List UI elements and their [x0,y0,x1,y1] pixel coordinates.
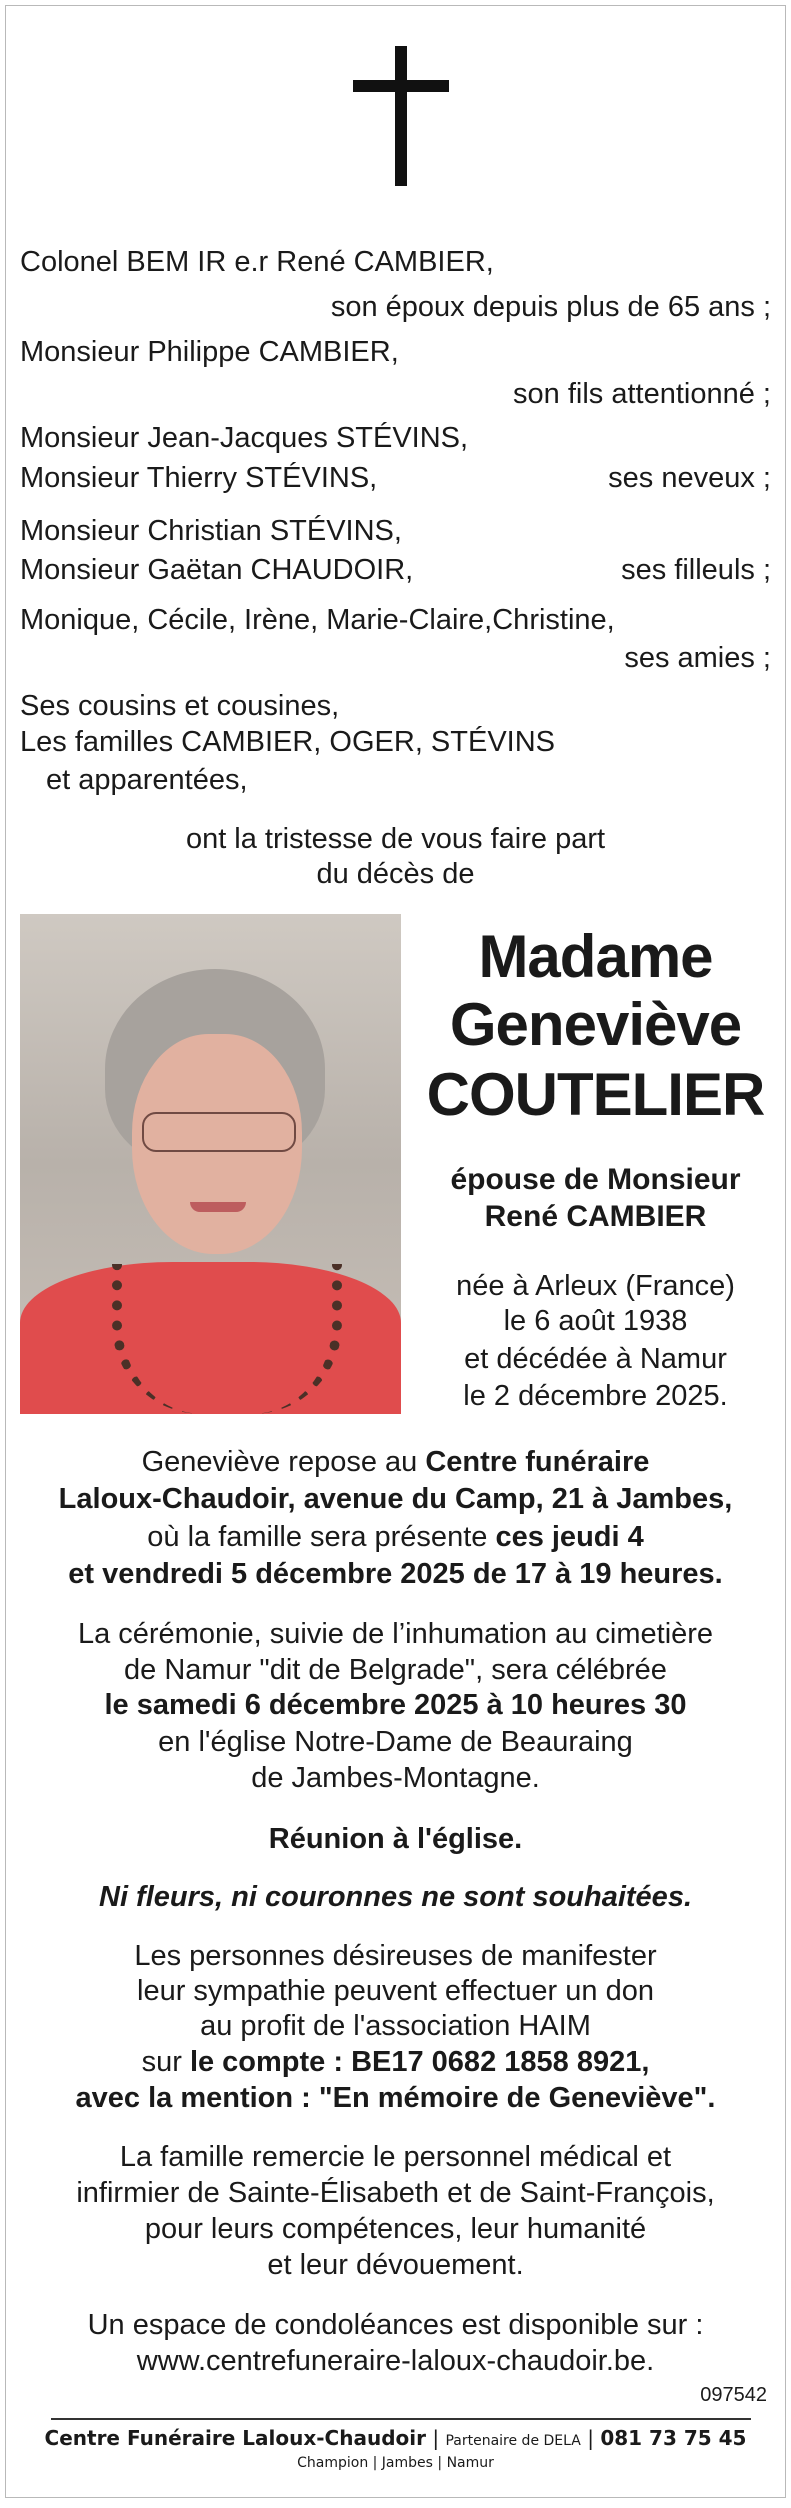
ceremony-line: en l'église Notre-Dame de Beauraing [158,1726,633,1758]
thanks-line: et leur dévouement. [267,2249,524,2281]
deceased-first-name: Geneviève [449,991,742,1058]
birth-line: née à Arleux (France) [456,1270,735,1302]
ceremony-line: de Namur "dit de Belgrade", sera célébrée [124,1654,667,1686]
ceremony-line: le samedi 6 décembre 2025 à 10 heures 30 [104,1689,687,1721]
donation-line: leur sympathie peuvent effectuer un don [137,1975,654,2007]
family-line: Ses cousins et cousines, [20,690,340,722]
footer-divider [51,2418,751,2420]
family-line: Monique, Cécile, Irène, Marie-Claire,Christine, [20,604,615,636]
donation-line: sur le compte : BE17 0682 1858 8921, [141,2046,650,2078]
thanks-line: La famille remercie le personnel médical et [119,2141,672,2173]
donation-line: au profit de l'association HAIM [200,2010,591,2042]
obituary-page [5,5,786,2498]
family-line: Colonel BEM IR e.r René CAMBIER, [20,246,494,278]
reference-number: 097542 [700,2384,767,2406]
thanks-line: infirmier de Sainte-Élisabeth et de Saint-François, [76,2177,715,2209]
footer-towns: Champion | Jambes | Namur [297,2455,494,2471]
family-line: ses filleuls ; [621,554,771,586]
flowers-note: Ni fleurs, ni couronnes ne sont souhaitées. [99,1881,692,1913]
spouse-line: épouse de Monsieur [450,1163,741,1196]
rest-line: où la famille sera présente ces jeudi 4 [147,1521,644,1553]
family-line: Monsieur Philippe CAMBIER, [20,336,399,368]
ceremony-line: de Jambes-Montagne. [251,1762,540,1794]
family-line: son époux depuis plus de 65 ans ; [330,291,771,323]
rest-line: et vendredi 5 décembre 2025 de 17 à 19 heures. [68,1558,723,1590]
spouse-line: René CAMBIER [484,1200,707,1233]
family-line: Monsieur Thierry STÉVINS, [20,462,378,494]
intro-line: du décès de [316,858,475,890]
family-line: Monsieur Christian STÉVINS, [20,515,402,547]
deceased-title: Madame [478,923,713,990]
intro-line: ont la tristesse de vous faire part [185,823,606,855]
cross-icon [353,46,449,186]
portrait-photo [20,914,401,1414]
birth-line: le 2 décembre 2025. [463,1380,728,1412]
deceased-last-name: COUTELIER [426,1061,765,1128]
family-line: ses neveux ; [608,462,771,494]
partner-text: Partenaire de DELA [445,2433,581,2449]
rest-line: Geneviève repose au Centre funéraire [141,1446,650,1478]
birth-line: le 6 août 1938 [503,1305,688,1337]
donation-line: Les personnes désireuses de manifester [134,1940,657,1972]
rest-line: Laloux-Chaudoir, avenue du Camp, 21 à Jambes, [58,1483,733,1515]
family-line: et apparentées, [46,764,248,796]
birth-line: et décédée à Namur [464,1343,727,1375]
family-line: son fils attentionné ; [513,378,771,410]
family-line: Monsieur Jean-Jacques STÉVINS, [20,422,469,454]
footer-line: Centre Funéraire Laloux-Chaudoir | Partenaire de DELA | 081 73 75 45 [44,2426,747,2450]
ceremony-line: La cérémonie, suivie de l’inhumation au cimetière [77,1618,714,1650]
reunion-note: Réunion à l'église. [268,1823,523,1855]
funeral-home-name: Centre Funéraire Laloux-Chaudoir [44,2426,426,2450]
condolences-line: Un espace de condoléances est disponible sur : [87,2309,704,2341]
family-line: Monsieur Gaëtan CHAUDOIR, [20,554,414,586]
phone-number: 081 73 75 45 [600,2426,747,2450]
condolences-link[interactable]: www.centrefuneraire-laloux-chaudoir.be. [136,2345,655,2377]
thanks-line: pour leurs compétences, leur humanité [144,2213,647,2245]
family-line: Les familles CAMBIER, OGER, STÉVINS [20,726,556,758]
family-line: ses amies ; [624,642,771,674]
donation-line: avec la mention : "En mémoire de Geneviève". [75,2082,716,2114]
